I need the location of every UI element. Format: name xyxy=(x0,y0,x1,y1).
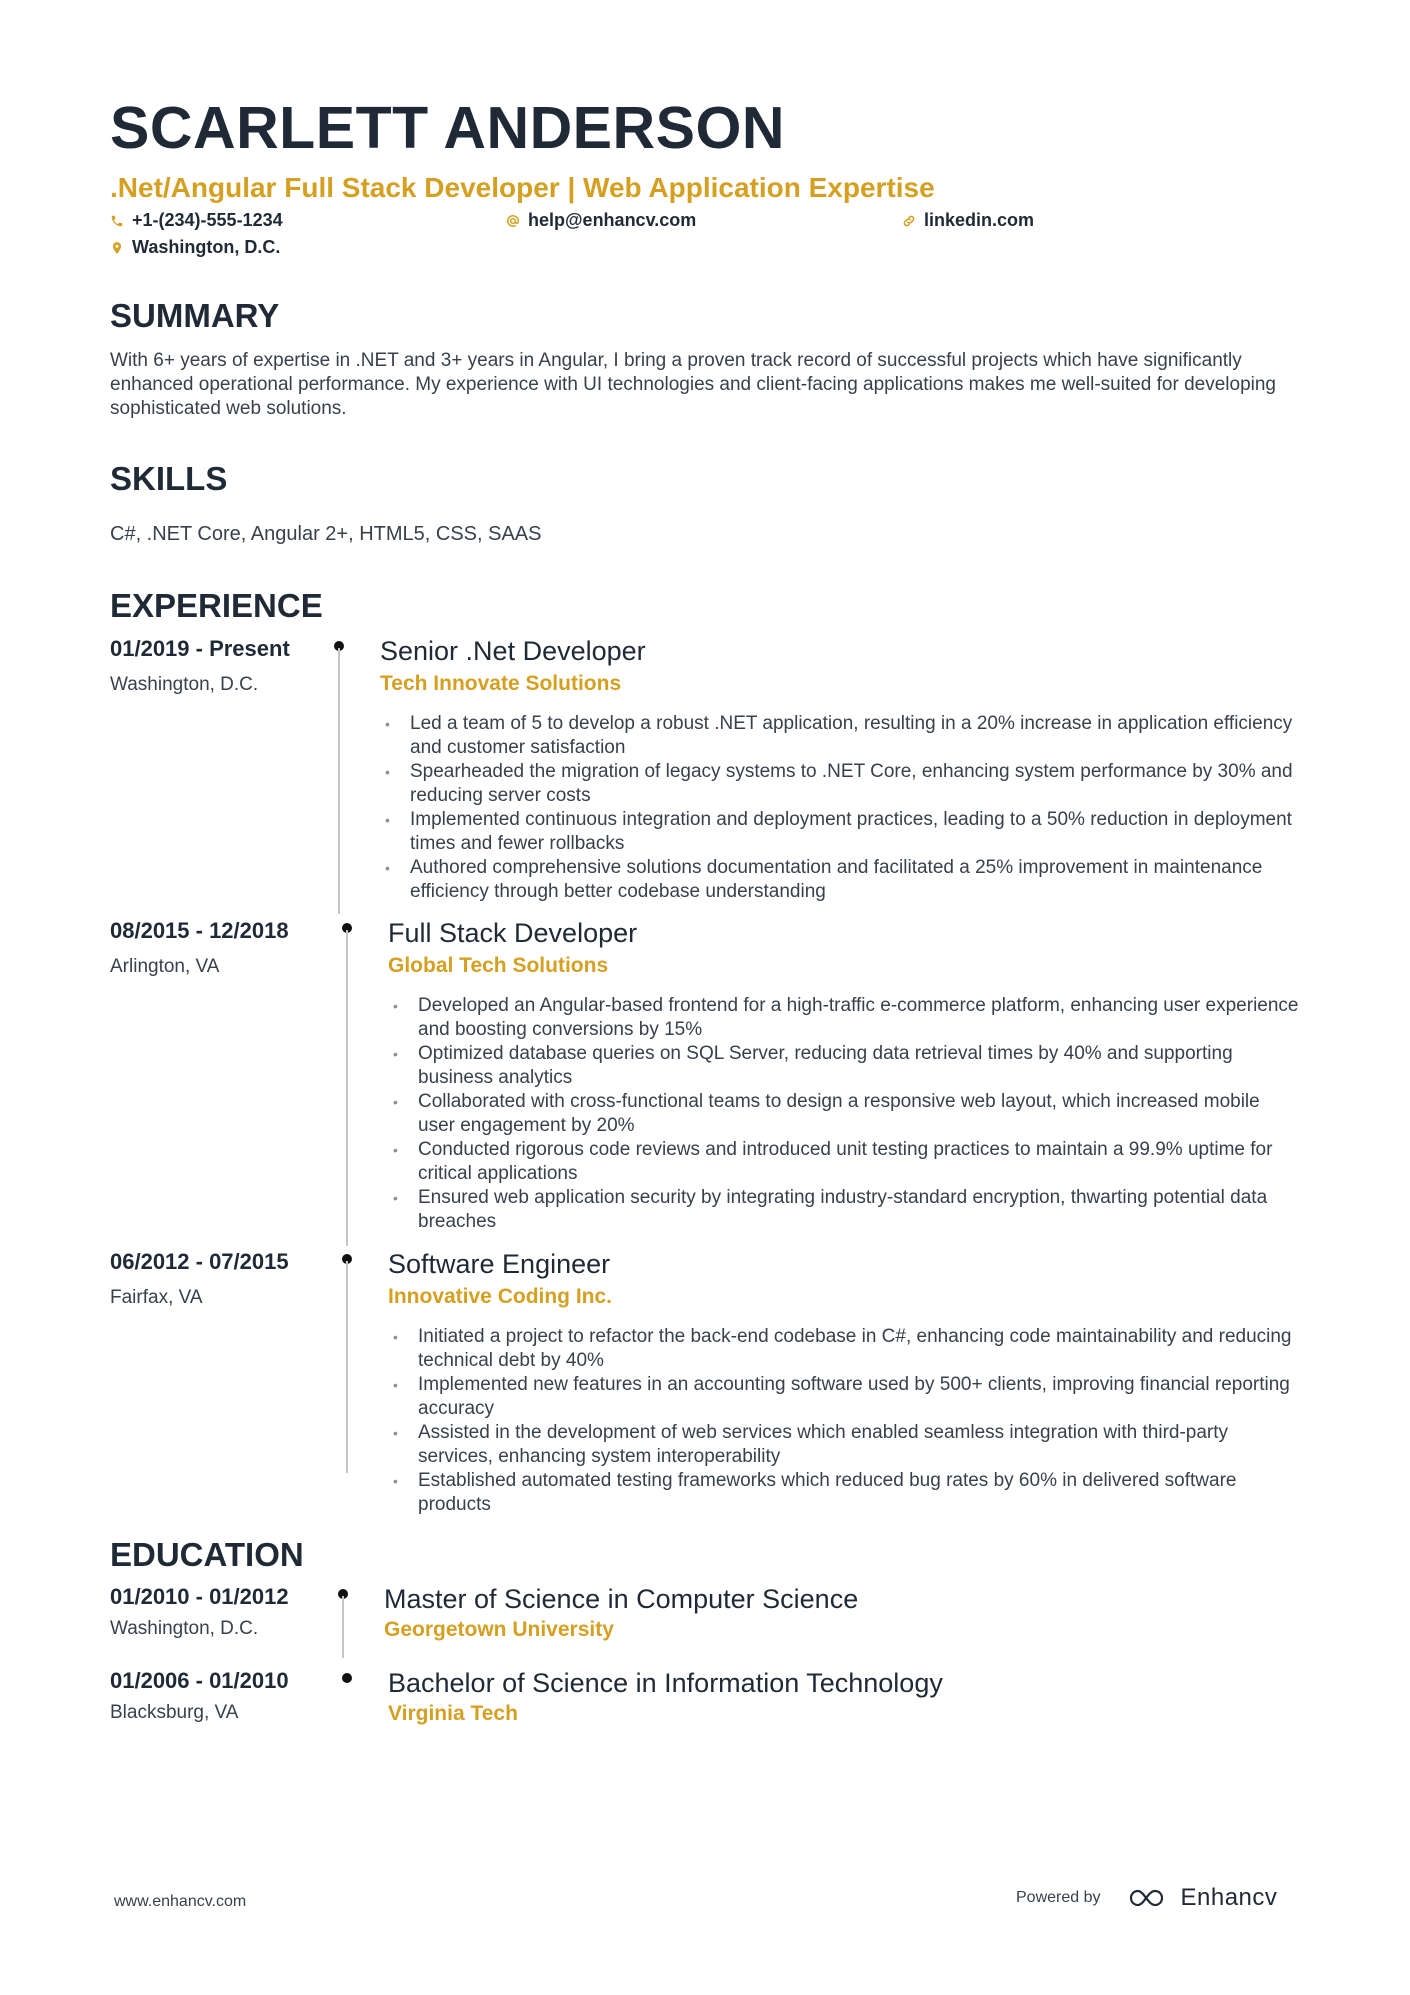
list-item: • Optimized database queries on SQL Server, reducing data retrieval times by 40% and supporting business analytics xyxy=(388,1042,1300,1090)
contact-phone xyxy=(110,210,506,231)
job-title: Senior .Net Developer xyxy=(380,636,646,667)
entry-details xyxy=(384,1584,1300,1668)
school-name: Virginia Tech xyxy=(388,1701,518,1725)
list-item: • Led a team of 5 to develop a robust .NET application, resulting in a 20% increase in application efficiency and customer satisfaction xyxy=(380,712,1300,760)
list-item: • Implemented new features in an accounting software used by 500+ clients, improving financial reporting accuracy xyxy=(388,1373,1300,1421)
phone-icon xyxy=(110,214,124,228)
list-item: • Implemented continuous integration and deployment practices, leading to a 50% reduction in deployment times and fewer rollbacks xyxy=(380,808,1300,856)
link-icon xyxy=(902,214,916,228)
skills-section xyxy=(110,461,1300,546)
entry-location: Fairfax, VA xyxy=(110,1287,203,1309)
footer-branding xyxy=(1016,1884,1277,1912)
section-title: SKILLS xyxy=(110,459,228,497)
brand-name[interactable]: Enhancv xyxy=(1180,1884,1278,1911)
education-section xyxy=(110,1537,1300,1737)
summary-text: With 6+ years of expertise in .NET and 3+ years in Angular, I bring a proven track record of successful projects which have significantly enhanced operational performance. My experience with UI technologies and client-facing applications makes me well-suited for developing sophisticated web solutions. xyxy=(110,349,1276,419)
entry-meta xyxy=(110,918,346,1249)
candidate-name: SCARLETT ANDERSON xyxy=(110,95,785,161)
company-name: Global Tech Solutions xyxy=(388,954,609,978)
job-title: Software Engineer xyxy=(388,1249,611,1280)
company-name: Innovative Coding Inc. xyxy=(388,1285,613,1309)
experience-entry xyxy=(110,918,1300,1249)
experience-entry xyxy=(110,1249,1300,1531)
company-name: Tech Innovate Solutions xyxy=(380,672,622,696)
entry-meta xyxy=(110,1584,342,1668)
entry-location: Washington, D.C. xyxy=(110,1617,259,1639)
timeline-line xyxy=(346,930,348,1246)
headline: .Net/Angular Full Stack Developer | Web Application Expertise xyxy=(110,171,935,203)
timeline-line xyxy=(342,1596,344,1658)
timeline-rail xyxy=(346,918,348,1249)
list-item: • Assisted in the development of web services which enabled seamless integration with third-party services, enhancing system interoperability xyxy=(388,1421,1300,1469)
summary-section xyxy=(110,298,1300,420)
section-title: SUMMARY xyxy=(110,297,280,335)
timeline-rail xyxy=(346,1249,348,1531)
achievement-list xyxy=(388,1325,1300,1517)
list-item: • Authored comprehensive solutions documentation and facilitated a 25% improvement in maintenance efficiency through better codebase understanding xyxy=(380,856,1300,904)
achievement-list xyxy=(388,994,1300,1234)
list-item: • Developed an Angular-based frontend for a high-traffic e-commerce platform, enhancing user experience and boosting conversions by 15% xyxy=(388,994,1300,1042)
list-item: • Ensured web application security by integrating industry-standard encryption, thwarting potential data breaches xyxy=(388,1186,1300,1234)
entry-details xyxy=(380,636,1300,918)
list-item: • Initiated a project to refactor the back-end codebase in C#, enhancing code maintainability and reducing technical debt by 40% xyxy=(388,1325,1300,1373)
entry-date: 01/2006 - 01/2010 xyxy=(110,1667,289,1693)
school-name: Georgetown University xyxy=(384,1617,614,1641)
timeline-rail xyxy=(342,1584,344,1668)
section-title: EDUCATION xyxy=(110,1536,304,1574)
timeline-line xyxy=(338,648,340,914)
entry-date: 01/2019 - Present xyxy=(110,636,290,662)
footer-website[interactable]: www.enhancv.com xyxy=(114,1893,247,1910)
job-title: Full Stack Developer xyxy=(388,918,638,949)
timeline-rail xyxy=(346,1668,348,1738)
list-item: • Conducted rigorous code reviews and introduced unit testing practices to maintain a 99.9% uptime for critical applications xyxy=(388,1138,1300,1186)
entry-meta xyxy=(110,1668,346,1738)
entry-meta xyxy=(110,1249,346,1531)
experience-section xyxy=(110,588,1300,1531)
entry-details xyxy=(388,1249,1300,1531)
powered-by-label: Powered by xyxy=(1016,1889,1101,1906)
linkedin-link[interactable]: linkedin.com xyxy=(924,210,1035,231)
education-entry xyxy=(110,1668,1300,1738)
list-item: • Spearheaded the migration of legacy systems to .NET Core, enhancing system performance by 30% and reducing server costs xyxy=(380,760,1300,808)
contact-email xyxy=(506,210,902,231)
contact-linkedin xyxy=(902,210,1202,231)
enhancv-logo-icon xyxy=(1127,1886,1173,1910)
education-entry xyxy=(110,1584,1300,1668)
timeline-line xyxy=(346,1261,348,1473)
entry-details xyxy=(388,1668,1300,1738)
contact-info xyxy=(110,210,1300,258)
contact-location xyxy=(110,237,506,258)
entry-meta xyxy=(110,636,338,918)
list-item: • Established automated testing frameworks which reduced bug rates by 60% in delivered software products xyxy=(388,1469,1300,1517)
location-text: Washington, D.C. xyxy=(132,237,281,258)
resume-page xyxy=(110,96,1300,1738)
phone-text: +1-(234)-555-1234 xyxy=(132,210,283,231)
timeline-dot xyxy=(342,1673,352,1683)
degree-title: Master of Science in Computer Science xyxy=(384,1583,859,1614)
entry-details xyxy=(388,918,1300,1249)
entry-location: Arlington, VA xyxy=(110,956,220,978)
at-icon xyxy=(506,214,520,228)
entry-location: Blacksburg, VA xyxy=(110,1701,239,1723)
location-pin-icon xyxy=(110,241,124,255)
entry-location: Washington, D.C. xyxy=(110,674,259,696)
section-title: EXPERIENCE xyxy=(110,587,323,625)
skills-text: C#, .NET Core, Angular 2+, HTML5, CSS, SAAS xyxy=(110,523,542,546)
entry-date: 06/2012 - 07/2015 xyxy=(110,1249,289,1275)
entry-date: 01/2010 - 01/2012 xyxy=(110,1583,289,1609)
list-item: • Collaborated with cross-functional teams to design a responsive web layout, which increased mobile user engagement by 20% xyxy=(388,1090,1300,1138)
timeline-rail xyxy=(338,636,340,918)
degree-title: Bachelor of Science in Information Technology xyxy=(388,1667,943,1698)
email-link[interactable]: help@enhancv.com xyxy=(528,210,697,231)
achievement-list xyxy=(380,712,1300,904)
experience-entry xyxy=(110,636,1300,918)
entry-date: 08/2015 - 12/2018 xyxy=(110,918,289,944)
